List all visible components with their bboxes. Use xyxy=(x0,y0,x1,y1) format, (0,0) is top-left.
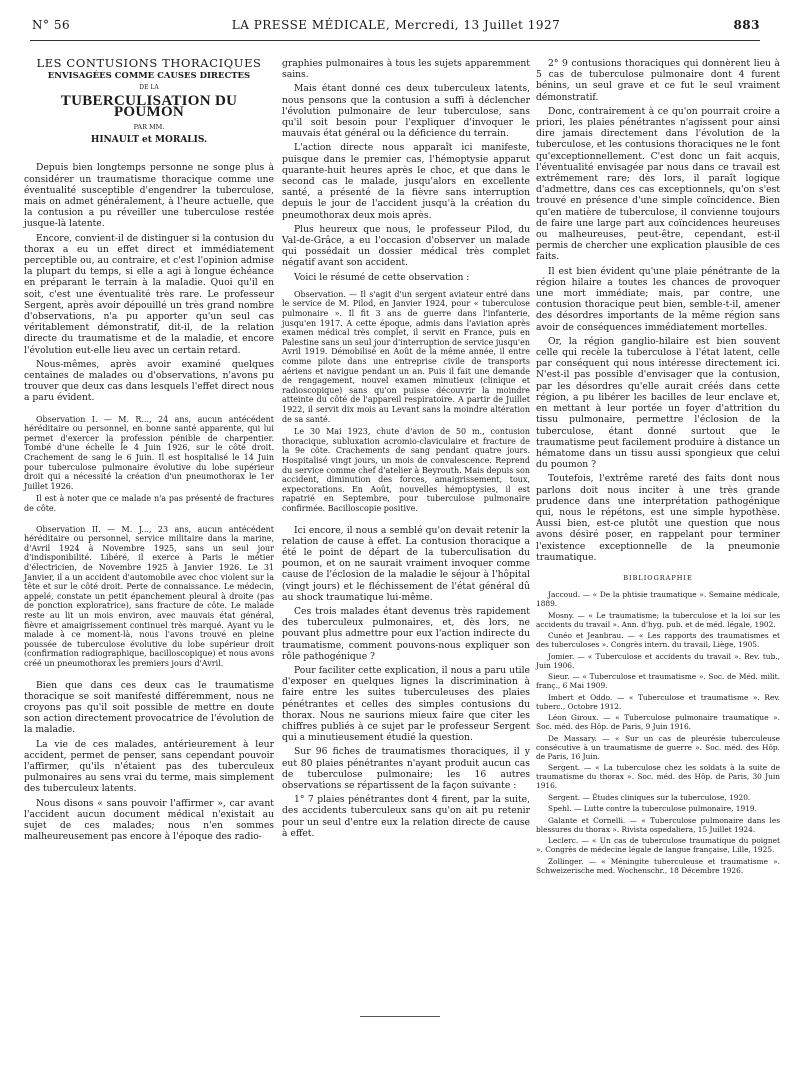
byline-par: PAR MM. xyxy=(133,123,165,132)
bibliography-entry: Sergent. — « La tuberculose chez les soldats à la suite de traumatisme du thorax ». Soc. méd. des Hôp. de Paris, 30 Juin 1916. xyxy=(536,763,780,791)
paragraph: Depuis bien longtemps personne ne songe plus à considérer un traumatisme thoracique comme une éventualité susceptible d'engendrer la tuberculose, mais on admet généralement, à l'heure actuelle, que la contusion a pu réveiller une tuberculose restée jusque-là latente. xyxy=(24,162,274,230)
paragraph: Donc, contrairement à ce qu'on pourrait croire a priori, les plaies pénétrantes n'agissent pour ainsi dire jamais directement dans l'évolution de la tuberculose, et les contusions thoraciques ne le font qu'exceptionnellement. C'est donc un fait acquis, l'éventualité envisagée par nous dans ce travail est extrêmement rare; dès lors, il paraît logique d'admettre, dans ces cas exceptionnels, qu'on s'est trouvé en présence d'une simple coïncidence. Bien qu'en matière de tuberculose, il convienne toujours de faire une large part aux coïncidences heureuses ou malheureuses, peut-être, cependant, est-il permis de chercher une explication plausible de ces faits. xyxy=(536,105,780,263)
paragraph: Pour faciliter cette explication, il nous a paru utile d'exposer en quelques lignes la discrimination à faire entre les suites tuberculeuses des plaies pénétrantes et celles des simples contusions du thorax. Nous ne saurions mieux faire que citer les chiffres publiés à ce sujet par le professeur Sergent qui a minutieusement étudié la question. xyxy=(282,664,530,744)
column-1 xyxy=(24,58,274,845)
observation-3: Observation. — Il s'agit d'un sergent aviateur entré dans le service de M. Pilod, en Janvier 1924, pour « tuberculose pulmonaire ». Il fit 3 ans de guerre dans l'infanterie, jusqu'en 1917. A cette époque, admis dans l'aviation après examen médical très complet, il servit en France, puis en Palestine sans un seul jour d'interruption de service jusqu'en Avril 1919. Démobilisé en Août de la même année, il entre comme pilote dans une entreprise civile de transports aériens et navigue pendant un an. Puis il fait une demande de rengagement, nouvel examen minutieux (clinique et radioscopique) sans qu'on puisse découvrir la moindre atteinte du côté de l'appareil respiratoire. A partir de Juillet 1922, il servit dix mois au Levant sans la moindre altération de sa santé. xyxy=(282,289,531,424)
column-3 xyxy=(536,58,780,877)
footer-rule xyxy=(360,1016,440,1017)
article-authors: HINAULT et MORALIS. xyxy=(90,135,208,146)
paragraph: Il est bien évident qu'une plaie pénétrante de la région hilaire a toutes les chances de provoquer une mort immédiate; mais, par contre, une contusion thoracique peut bien, semble-t-il, amener des désordres importants de la même région sans avoir de conséquences immédiatement mortelles. xyxy=(536,265,780,333)
observation-1-note: Il est à noter que ce malade n'a pas présenté de fractures de côte. xyxy=(24,494,274,514)
paragraph: 1° 7 plaies pénétrantes dont 4 firent, par la suite, des accidents tuberculeux sans qu'on ait pu retenir pour un seul d'entre eux la relation directe de cause à effet. xyxy=(282,794,530,839)
bibliography-entry: Mosny. — « Le traumatisme; la tuberculose et la loi sur les accidents du travail ». Ann. d'hyg. pub. et de méd. légale, 1902. xyxy=(536,610,780,629)
bibliography-entry: Spehl. — Lutte contre la tuberculose pulmonaire, 1919. xyxy=(548,804,757,814)
page-number: 883 xyxy=(733,18,760,32)
header-rule xyxy=(30,40,760,41)
bibliography-title: BIBLIOGRAPHIE xyxy=(623,573,693,582)
paragraph: Nous disons « sans pouvoir l'affirmer », car avant l'accident aucun document médical n'existait au sujet de ces malades; nous n'en sommes malheureusement pas encore à l'époque des radio- xyxy=(24,797,274,843)
paragraph: La vie de ces malades, antérieurement à leur accident, permet de penser, sans cependant pouvoir l'affirmer, qu'ils n'étaient pas des tuberculeux pulmonaires au sens vrai du terme, mais simplement des tuberculeux latents. xyxy=(24,738,274,795)
paragraph: Or, la région ganglio-hilaire est bien souvent celle qui recèle la tuberculose à l'état latent, celle par conséquent qui nous intéresse directement ici. N'est-il pas possible d'envisager que la contusion, par les désordres qu'elle aurait créés dans cette région, a pu libérer les bacilles de leur enclave et, en mettant à leur portée un foyer d'attrition du tissu pulmonaire, permettre l'éclosion de la tuberculose, étant donné surtout que le traumatisme peut facilement produire à distance un hématome dans un tissu aussi spongieux que celui du poumon ? xyxy=(536,335,780,471)
bibliography-entry: Galante et Cornelli. — « Tuberculose pulmonaire dans les blessures du thorax ». Rivista ospedaliera, 15 Juillet 1924. xyxy=(536,815,780,834)
paragraph: Ces trois malades étant devenus très rapidement des tuberculeux pulmonaires, et, dès lors, ne pouvant plus admettre pour eux l'action indirecte du traumatisme, comment pouvons-nous expliquer son rôle pathogénique ? xyxy=(282,605,530,662)
column-2 xyxy=(282,58,530,842)
observation-2: Observation II. — M. J..., 23 ans, aucun antécédent héréditaire ou personnel, service militaire dans la marine, d'Avril 1924 à Novembre 1925, sans un seul jour d'indisponibilité. Libéré, il exerce à Paris le métier d'électricien, de Novembre 1925 à Janvier 1926. Le 31 Janvier, il a un accident d'automobile avec choc violent sur la tête et sur le côté droit. Perte de connaissance. Le médecin, appelé, constate un petit épanchement pleural à droite (pas de ponction exploratrice), sans fracture de côte. Le malade reste au lit un mois environ, avec mauvais état général, fièvre et amaigrissement continuel très marqué. Ayant vu le malade à ce moment-là, nous l'avons trouvé en pleine poussée de tuberculose évolutive du lobe supérieur droit (confirmation radiographique, bacilloscopique) et nous avons créé un pneumothorax les premiers jours d'Avril. xyxy=(24,524,274,668)
article-title-main: TUBERCULISATION DU POUMON xyxy=(60,92,238,120)
bibliography-entry: Leclerc. — « Un cas de tuberculose traumatique du poignet ». Congrès de médecine légale de langue française, Lille, 1925. xyxy=(536,836,780,855)
bibliography-entry: Jaccoud. — « De la phtisie traumatique ». Semaine médicale, 1889. xyxy=(536,590,780,609)
bibliography-entry: Zollinger. — « Méningite tuberculeuse et traumatisme ». Schweizerische med. Wochenschr., 18 Décembre 1926. xyxy=(536,856,780,875)
paragraph: Sur 96 fiches de traumatismes thoraciques, il y eut 80 plaies pénétrantes n'ayant produit aucun cas de tuberculose pulmonaire; les 16 autres observations se répartissent de la façon suivante : xyxy=(282,746,530,791)
observation-3-cont: Le 30 Mai 1923, chute d'avion de 50 m., contusion thoracique, subluxation acromio-claviculaire et fracture de la 9e côte. Crachements de sang pendant quatre jours. Hospitalisé vingt jours, un mois de convalescence. Reprend du service comme chef d'atelier à Beyrouth. Mais depuis son accident, diminution des forces, amaigrissement, toux, expectorations. En Août, nouvelles hémoptysies, il est rapatrié en Septembre, pour tuberculose pulmonaire confirmée. Bacilloscopie positive. xyxy=(282,427,530,513)
bibliography-entry: Sergent. — Études cliniques sur la tuberculose, 1920. xyxy=(548,792,751,802)
article-title-line2: ENVISAGÉES COMME CAUSES DIRECTES xyxy=(47,71,251,82)
paragraph: Voici le résumé de cette observation : xyxy=(294,271,470,283)
bibliography-entry: Cunéo et Jeanbrau. — « Les rapports des traumatismes et des tuberculoses ». Congrès intern. du travail, Liège, 1905. xyxy=(536,631,780,650)
paragraph: Bien que dans ces deux cas le traumatisme thoracique se soit manifesté différemment, nous ne croyons pas qu'il soit possible de mettre en doute son action directement provocatrice de l'évolution de la maladie. xyxy=(24,679,274,736)
paragraph: Encore, convient-il de distinguer si la contusion du thorax a eu un effet direct et immédiatement perceptible ou, au contraire, et c'est l'opinion admise la plupart du temps, si elle a agi à longue échéance en préparant le terrain à la maladie. Quoi qu'il en soit, c'est une éventualité très rare. Le professeur Sergent, après avoir dépouillé un très grand nombre d'observations, n'a pu apporter qu'un seul cas véritablement démonstratif, dit-il, de la relation directe du traumatisme et de la maladie, et encore l'évolution eut-elle lieu avec un certain retard. xyxy=(24,232,274,356)
paragraph: Plus heureux que nous, le professeur Pilod, du Val-de-Grâce, a eu l'occasion d'observer un malade qui possédait un dossier médical très complet négatif avant son accident. xyxy=(282,223,530,269)
paragraph: Nous-mêmes, après avoir examiné quelques centaines de malades ou d'observations, n'avons pu trouver que deux cas dans lesquels l'effet direct nous a paru évident. xyxy=(24,358,274,404)
bibliography-entry: De Massary. — « Sur un cas de pleurésie tuberculeuse consécutive à un traumatisme de guerre ». Soc. méd. des Hôp. de Paris, 16 Juin. xyxy=(536,733,780,761)
paragraph: graphies pulmonaires à tous les sujets apparemment sains. xyxy=(282,58,530,81)
bibliography-entry: Sieur. — « Tuberculose et traumatisme ». Soc. de Méd. milit. franç., 6 Mai 1909. xyxy=(536,672,780,691)
observation-1: Observation I. — M. R..., 24 ans, aucun antécédent héréditaire ou personnel, en bonne santé apparente, qui lui permet d'exercer la profession pénible de charpentier. Tombé d'une échelle le 4 Juin 1926, sur le côté droit. Crachement de sang le 6 Juin. Il est hospitalisé le 14 Juin pour tuberculose pulmonaire évolutive du lobe supérieur droit qui a nécessité la création d'un pneumothorax le 1er Juillet 1926. xyxy=(24,414,274,491)
article-title-line1: LES CONTUSIONS THORACIQUES xyxy=(36,56,262,70)
bibliography-entry: Jomier. — « Tuberculose et accidents du travail ». Rev. tub., Juin 1906. xyxy=(536,651,780,670)
page-header xyxy=(32,18,760,38)
paragraph: Mais étant donné ces deux tuberculeux latents, nous pensons que la contusion a suffi à déclencher l'évolution pulmonaire de leur tuberculose, sans qu'il soit besoin pour l'expliquer d'invoquer le mauvais état général ou la déficience du terrain. xyxy=(282,83,530,140)
article-title-line3: DE LA xyxy=(139,84,159,92)
paragraph: Toutefois, l'extrême rareté des faits dont nous parlons doit nous inciter à une très grande prudence dans une interprétation pathogénique qui, nous le répétons, est une simple hypothèse. Aussi bien, est-ce plutôt une question que nous avons désiré poser, en rappelant pour terminer l'existence exceptionnelle de la pneumonie traumatique. xyxy=(536,473,780,563)
bibliography-entry: Imbert et Oddo. — « Tuberculose et traumatisme ». Rev. tuberc., Octobre 1912. xyxy=(536,692,780,711)
journal-title: LA PRESSE MÉDICALE, Mercredi, 13 Juillet 1927 xyxy=(231,18,561,32)
paragraph: L'action directe nous apparaît ici manifeste, puisque dans le premier cas, l'hémoptysie apparut quarante-huit heures après le choc, et que dans le second cas le malade, jusqu'alors en excellente santé, a présenté de la fièvre sans interruption depuis le jour de l'accident jusqu'à la création du pneumothorax deux mois après. xyxy=(282,142,530,221)
paragraph: Ici encore, il nous a semblé qu'on devait retenir la relation de cause à effet. La contusion thoracique a été le point de départ de la tuberculisation du poumon, et on ne saurait vraiment invoquer comme cause de l'éclosion de la maladie le séjour à l'hôpital (vingt jours) et le fléchissement de l'état général dû au shock traumatique lui-même. xyxy=(282,524,530,603)
bibliography-entry: Léon Giroux. — « Tuberculose pulmonaire traumatique ». Soc. méd. des Hôp. de Paris, 9 Juin 1916. xyxy=(536,713,780,732)
issue-number: N° 56 xyxy=(32,18,71,32)
paragraph: 2° 9 contusions thoraciques qui donnèrent lieu à 5 cas de tuberculose pulmonaire dont 4 furent bénins, un seul grave et ce fut le seul vraiment démonstratif. xyxy=(536,58,780,103)
